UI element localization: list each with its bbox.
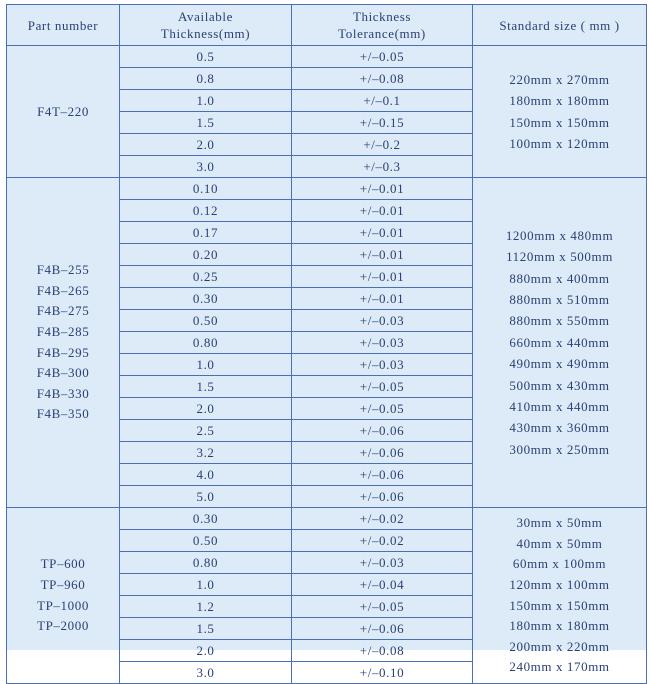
header-thickness-tolerance-line: Thickness [352,9,412,24]
part-number: TP–1000 [37,597,89,613]
part-number: F4T–220 [37,103,89,119]
header-available-thickness-line: Available [178,9,233,24]
tolerance-cell: +/–0.06 [292,618,473,640]
standard-size: 490mm x 490mm [509,356,610,372]
part-number: F4B–275 [36,303,90,319]
standard-size: 120mm x 100mm [509,576,610,592]
thickness-cell: 1.0 [120,354,292,376]
thickness-cell: 1.5 [120,376,292,398]
tolerance-cell: +/–0.01 [292,178,473,200]
tolerance-cell: +/–0.08 [292,640,473,662]
header-row [7,5,647,46]
tolerance-cell: +/–0.01 [292,222,473,244]
table-row [7,46,647,68]
tolerance-cell: +/–0.05 [292,46,473,68]
thickness-cell: 2.0 [120,134,292,156]
thickness-cell: 1.5 [120,112,292,134]
thickness-cell: 3.0 [120,156,292,178]
tolerance-cell: +/–0.01 [292,266,473,288]
standard-size: 150mm x 150mm [509,597,610,613]
standard-size: 100mm x 120mm [509,135,610,151]
thickness-cell: 4.0 [120,464,292,486]
tolerance-cell: +/–0.1 [292,90,473,112]
thickness-cell: 0.30 [120,288,292,310]
standard-size: 880mm x 550mm [509,313,610,329]
tolerance-cell: +/–0.3 [292,156,473,178]
thickness-cell: 0.80 [120,552,292,574]
thickness-cell: 5.0 [120,486,292,508]
thickness-spec-table [6,4,647,684]
thickness-cell: 1.2 [120,596,292,618]
tolerance-cell: +/–0.08 [292,68,473,90]
part-number: F4B–350 [36,406,90,422]
standard-size: 200mm x 220mm [509,638,610,654]
tolerance-cell: +/–0.05 [292,376,473,398]
part-number: F4B–300 [36,365,90,381]
tolerance-cell: +/–0.06 [292,464,473,486]
standard-size: 220mm x 270mm [509,71,610,87]
thickness-cell: 3.0 [120,662,292,684]
tolerance-cell: +/–0.01 [292,244,473,266]
tolerance-cell: +/–0.02 [292,508,473,530]
tolerance-cell: +/–0.01 [292,288,473,310]
tolerance-cell: +/–0.06 [292,486,473,508]
thickness-cell: 0.10 [120,178,292,200]
part-number-cell [7,178,120,508]
thickness-cell: 2.0 [120,640,292,662]
standard-size: 500mm x 430mm [509,377,610,393]
table-body [7,46,647,684]
thickness-cell: 2.0 [120,398,292,420]
tolerance-cell: +/–0.15 [292,112,473,134]
header-thickness-tolerance [292,5,473,46]
table-row [7,178,647,200]
part-number: F4B–295 [36,344,90,360]
standard-size: 410mm x 440mm [509,399,610,415]
part-number-cell [7,508,120,684]
thickness-cell: 0.30 [120,508,292,530]
standard-size-cell [473,46,647,178]
thickness-cell: 0.50 [120,310,292,332]
part-number-cell [7,46,120,178]
standard-size: 240mm x 170mm [509,659,610,675]
thickness-cell: 0.25 [120,266,292,288]
header-standard-size: Standard size ( mm ) [473,5,647,46]
thickness-cell: 0.8 [120,68,292,90]
standard-size: 1120mm x 500mm [506,249,613,265]
standard-size-cell [473,178,647,508]
tolerance-cell: +/–0.10 [292,662,473,684]
tolerance-cell: +/–0.04 [292,574,473,596]
table-row [7,508,647,530]
thickness-cell: 0.20 [120,244,292,266]
standard-size: 30mm x 50mm [516,515,603,531]
thickness-cell: 1.0 [120,574,292,596]
part-number: TP–600 [40,556,86,572]
thickness-cell: 0.17 [120,222,292,244]
thickness-cell: 1.0 [120,90,292,112]
standard-size: 880mm x 400mm [509,270,610,286]
tolerance-cell: +/–0.03 [292,332,473,354]
standard-size: 180mm x 180mm [509,618,610,634]
tolerance-cell: +/–0.05 [292,398,473,420]
header-available-thickness-line: Thickness(mm) [160,26,251,41]
part-number: F4B–265 [36,282,90,298]
thickness-cell: 0.50 [120,530,292,552]
tolerance-cell: +/–0.03 [292,552,473,574]
tolerance-cell: +/–0.03 [292,354,473,376]
standard-size: 1200mm x 480mm [505,227,614,243]
tolerance-cell: +/–0.06 [292,420,473,442]
tolerance-cell: +/–0.03 [292,310,473,332]
standard-size: 180mm x 180mm [509,93,610,109]
part-number: TP–2000 [37,618,89,634]
tolerance-cell: +/–0.2 [292,134,473,156]
standard-size: 40mm x 50mm [516,535,603,551]
part-number: TP–960 [40,576,86,592]
standard-size: 300mm x 250mm [509,441,610,457]
standard-size: 430mm x 360mm [509,420,610,436]
standard-size: 60mm x 100mm [512,556,607,572]
thickness-cell: 1.5 [120,618,292,640]
header-part-number: Part number [7,5,120,46]
tolerance-cell: +/–0.02 [292,530,473,552]
part-number: F4B–255 [36,262,90,278]
thickness-cell: 3.2 [120,442,292,464]
standard-size-cell [473,508,647,684]
tolerance-cell: +/–0.05 [292,596,473,618]
standard-size: 150mm x 150mm [509,114,610,130]
standard-size: 880mm x 510mm [509,291,610,307]
thickness-cell: 0.5 [120,46,292,68]
thickness-cell: 2.5 [120,420,292,442]
header-available-thickness [120,5,292,46]
part-number: F4B–330 [36,385,90,401]
thickness-cell: 0.12 [120,200,292,222]
standard-size: 660mm x 440mm [509,334,610,350]
header-thickness-tolerance-line: Tolerance(mm) [338,26,426,41]
part-number: F4B–285 [36,323,90,339]
tolerance-cell: +/–0.01 [292,200,473,222]
thickness-cell: 0.80 [120,332,292,354]
tolerance-cell: +/–0.06 [292,442,473,464]
